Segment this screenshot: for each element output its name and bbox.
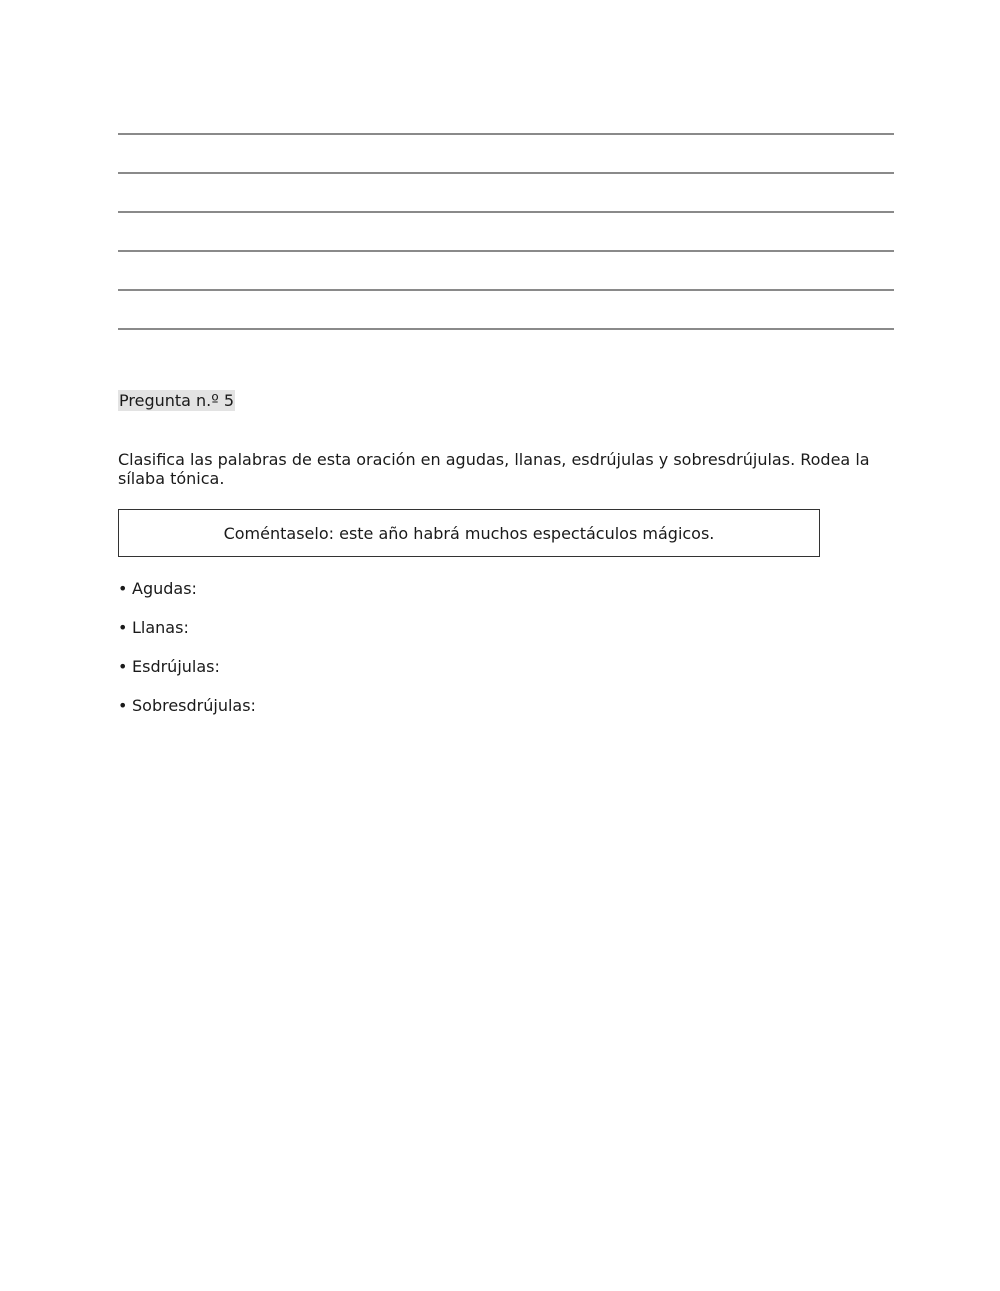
sentence-box xyxy=(118,509,820,557)
question-instruction: Clasifica las palabras de esta oración en agudas, llanas, esdrújulas y sobresdrújulas. Rodea la sílaba tónica. xyxy=(118,450,870,488)
bullet-icon: • xyxy=(118,579,128,598)
category-llanas xyxy=(118,617,256,656)
category-label: Sobresdrújulas: xyxy=(132,696,256,715)
category-label: Agudas: xyxy=(132,579,197,598)
category-agudas xyxy=(118,578,256,617)
answer-line-2[interactable] xyxy=(118,172,894,174)
answer-line-5[interactable] xyxy=(118,289,894,291)
answer-line-4[interactable] xyxy=(118,250,894,252)
bullet-icon: • xyxy=(118,618,128,637)
answer-line-1[interactable] xyxy=(118,133,894,135)
question-number-label: Pregunta n.º 5 xyxy=(119,391,235,410)
category-esdrujulas xyxy=(118,656,256,695)
bullet-icon: • xyxy=(118,657,128,676)
category-sobresdrujulas xyxy=(118,695,256,734)
category-label: Esdrújulas: xyxy=(132,657,220,676)
sentence-text: Coméntaselo: este año habrá muchos espectáculos mágicos. xyxy=(223,523,715,543)
answer-line-6[interactable] xyxy=(118,328,894,330)
answer-line-3[interactable] xyxy=(118,211,894,213)
answer-lines xyxy=(118,0,894,340)
bullet-icon: • xyxy=(118,696,128,715)
category-label: Llanas: xyxy=(132,618,189,637)
category-list xyxy=(118,578,256,734)
